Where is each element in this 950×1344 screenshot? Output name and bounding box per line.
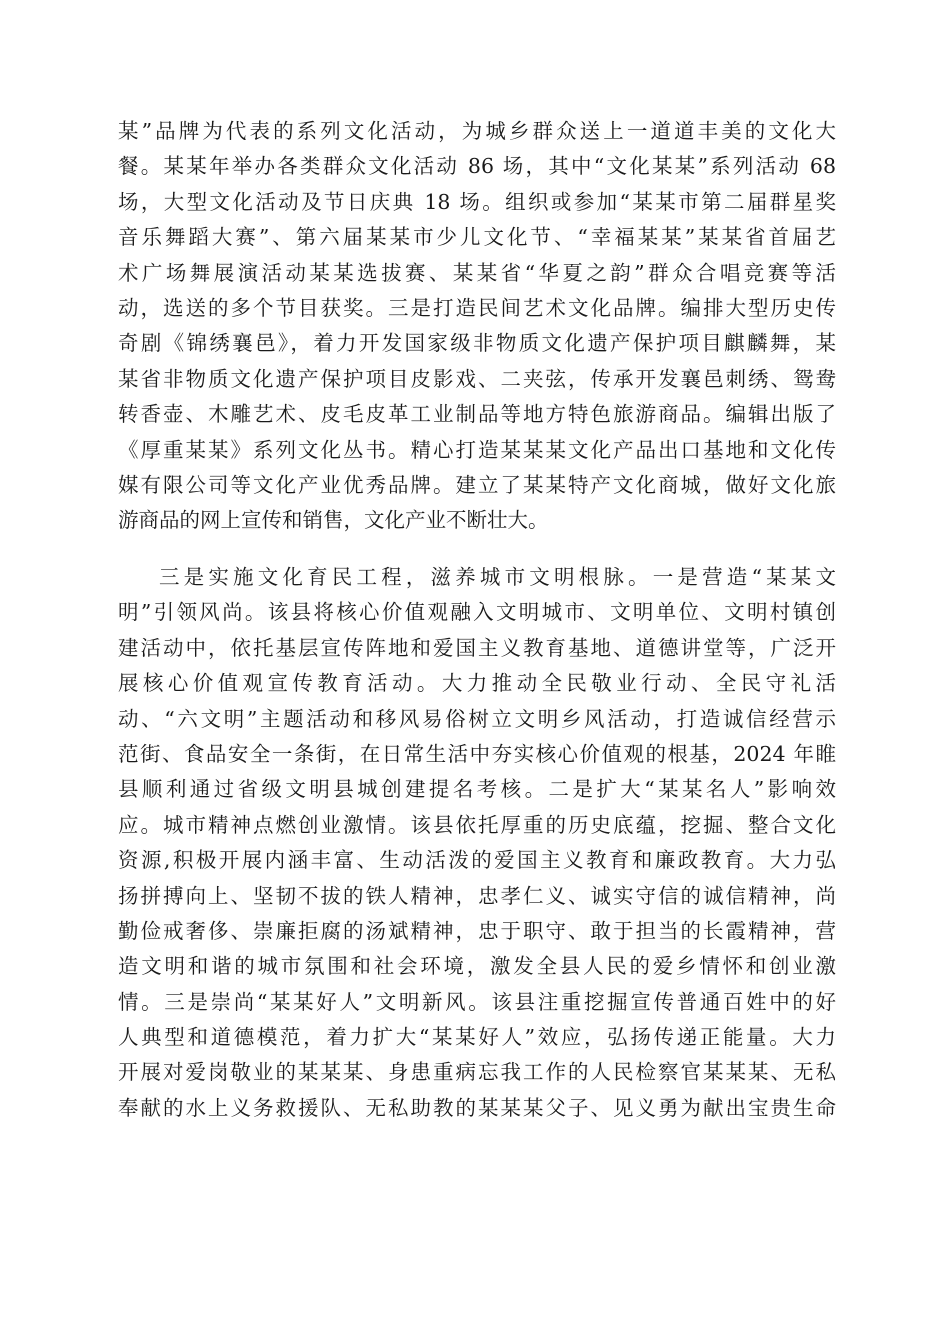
text-line: 县顺利通过省级文明县城创建提名考核。二是扩大“某某名人”影响效 (118, 777, 836, 802)
text-line: 展核心价值观宣传教育活动。大力推动全民敬业行动、全民守礼活 (118, 671, 836, 696)
text-line: 《厚重某某》系列文化丛书。精心打造某某某文化产品出口基地和文化传 (118, 437, 836, 462)
text-line: 明”引领风尚。该县将核心价值观融入文明城市、文明单位、文明村镇创 (118, 600, 836, 625)
text-line: 媒有限公司等文化产业优秀品牌。建立了某某特产文化商城，做好文化旅 (118, 472, 836, 497)
text-line: 某省非物质文化遗产保护项目皮影戏、二夹弦，传承开发襄邑刺绣、鸳鸯 (118, 366, 836, 391)
text-line: 术广场舞展演活动某某选拔赛、某某省“华夏之韵”群众合唱竞赛等活 (118, 260, 836, 285)
text-line: 范街、食品安全一条街，在日常生活中夯实核心价值观的根基，2024 年睢 (118, 741, 836, 766)
text-line: 资源,积极开展内涵丰富、生动活泼的爱国主义教育和廉政教育。大力弘 (118, 848, 836, 873)
text-line: 造文明和谐的城市氛围和社会环境，激发全县人民的爱乡情怀和创业激 (118, 954, 836, 979)
paragraph-culture-activities (118, 114, 836, 539)
text-line: 勤俭戒奢侈、崇廉拒腐的汤斌精神，忠于职守、敢于担当的长霞精神，营 (118, 918, 836, 943)
text-line: 建活动中，依托基层宣传阵地和爱国主义教育基地、道德讲堂等，广泛开 (118, 635, 836, 660)
text-line: 某”品牌为代表的系列文化活动，为城乡群众送上一道道丰美的文化大 (118, 119, 836, 143)
text-line: 应。城市精神点燃创业激情。该县依托厚重的历史底蕴，挖掘、整合文化 (118, 812, 836, 837)
text-line: 扬拼搏向上、坚韧不拔的铁人精神，忠孝仁义、诚实守信的诚信精神，尚 (118, 883, 836, 908)
text-line: 情。三是崇尚“某某好人”文明新风。该县注重挖掘宣传普通百姓中的好 (118, 989, 836, 1014)
text-line: 餐。某某年举办各类群众文化活动 86 场，其中“文化某某”系列活动 68 (118, 154, 836, 179)
text-line: 人典型和道德模范，着力扩大“某某好人”效应，弘扬传递正能量。大力 (118, 1025, 836, 1050)
text-line: 场，大型文化活动及节日庆典 18 场。组织或参加“某某市第二届群星奖 (118, 189, 836, 214)
text-line: 音乐舞蹈大赛”、第六届某某市少儿文化节、“幸福某某”某某省首届艺 (118, 225, 836, 250)
text-line: 转香壶、木雕艺术、皮毛皮革工业制品等地方特色旅游商品。编辑出版了 (118, 402, 836, 427)
text-line: 奉献的水上义务救援队、无私助教的某某某父子、见义勇为献出宝贵生命 (118, 1095, 836, 1120)
text-line: 奇剧《锦绣襄邑》，着力开发国家级非物质文化遗产保护项目麒麟舞，某 (118, 331, 836, 356)
text-line: 游商品的网上宣传和销售，文化产业不断壮大。 (118, 508, 549, 533)
paragraph-civilization-project (118, 560, 836, 1126)
text-line: 开展对爱岗敬业的某某某、身患重病忘我工作的人民检察官某某某、无私 (118, 1060, 836, 1085)
text-line: 动，选送的多个节目获奖。三是打造民间艺术文化品牌。编排大型历史传 (118, 295, 836, 320)
text-line: 动、“六文明”主题活动和移风易俗树立文明乡风活动，打造诚信经营示 (118, 706, 836, 731)
text-line: 三是实施文化育民工程，滋养城市文明根脉。一是营造“某某文 (159, 565, 836, 589)
